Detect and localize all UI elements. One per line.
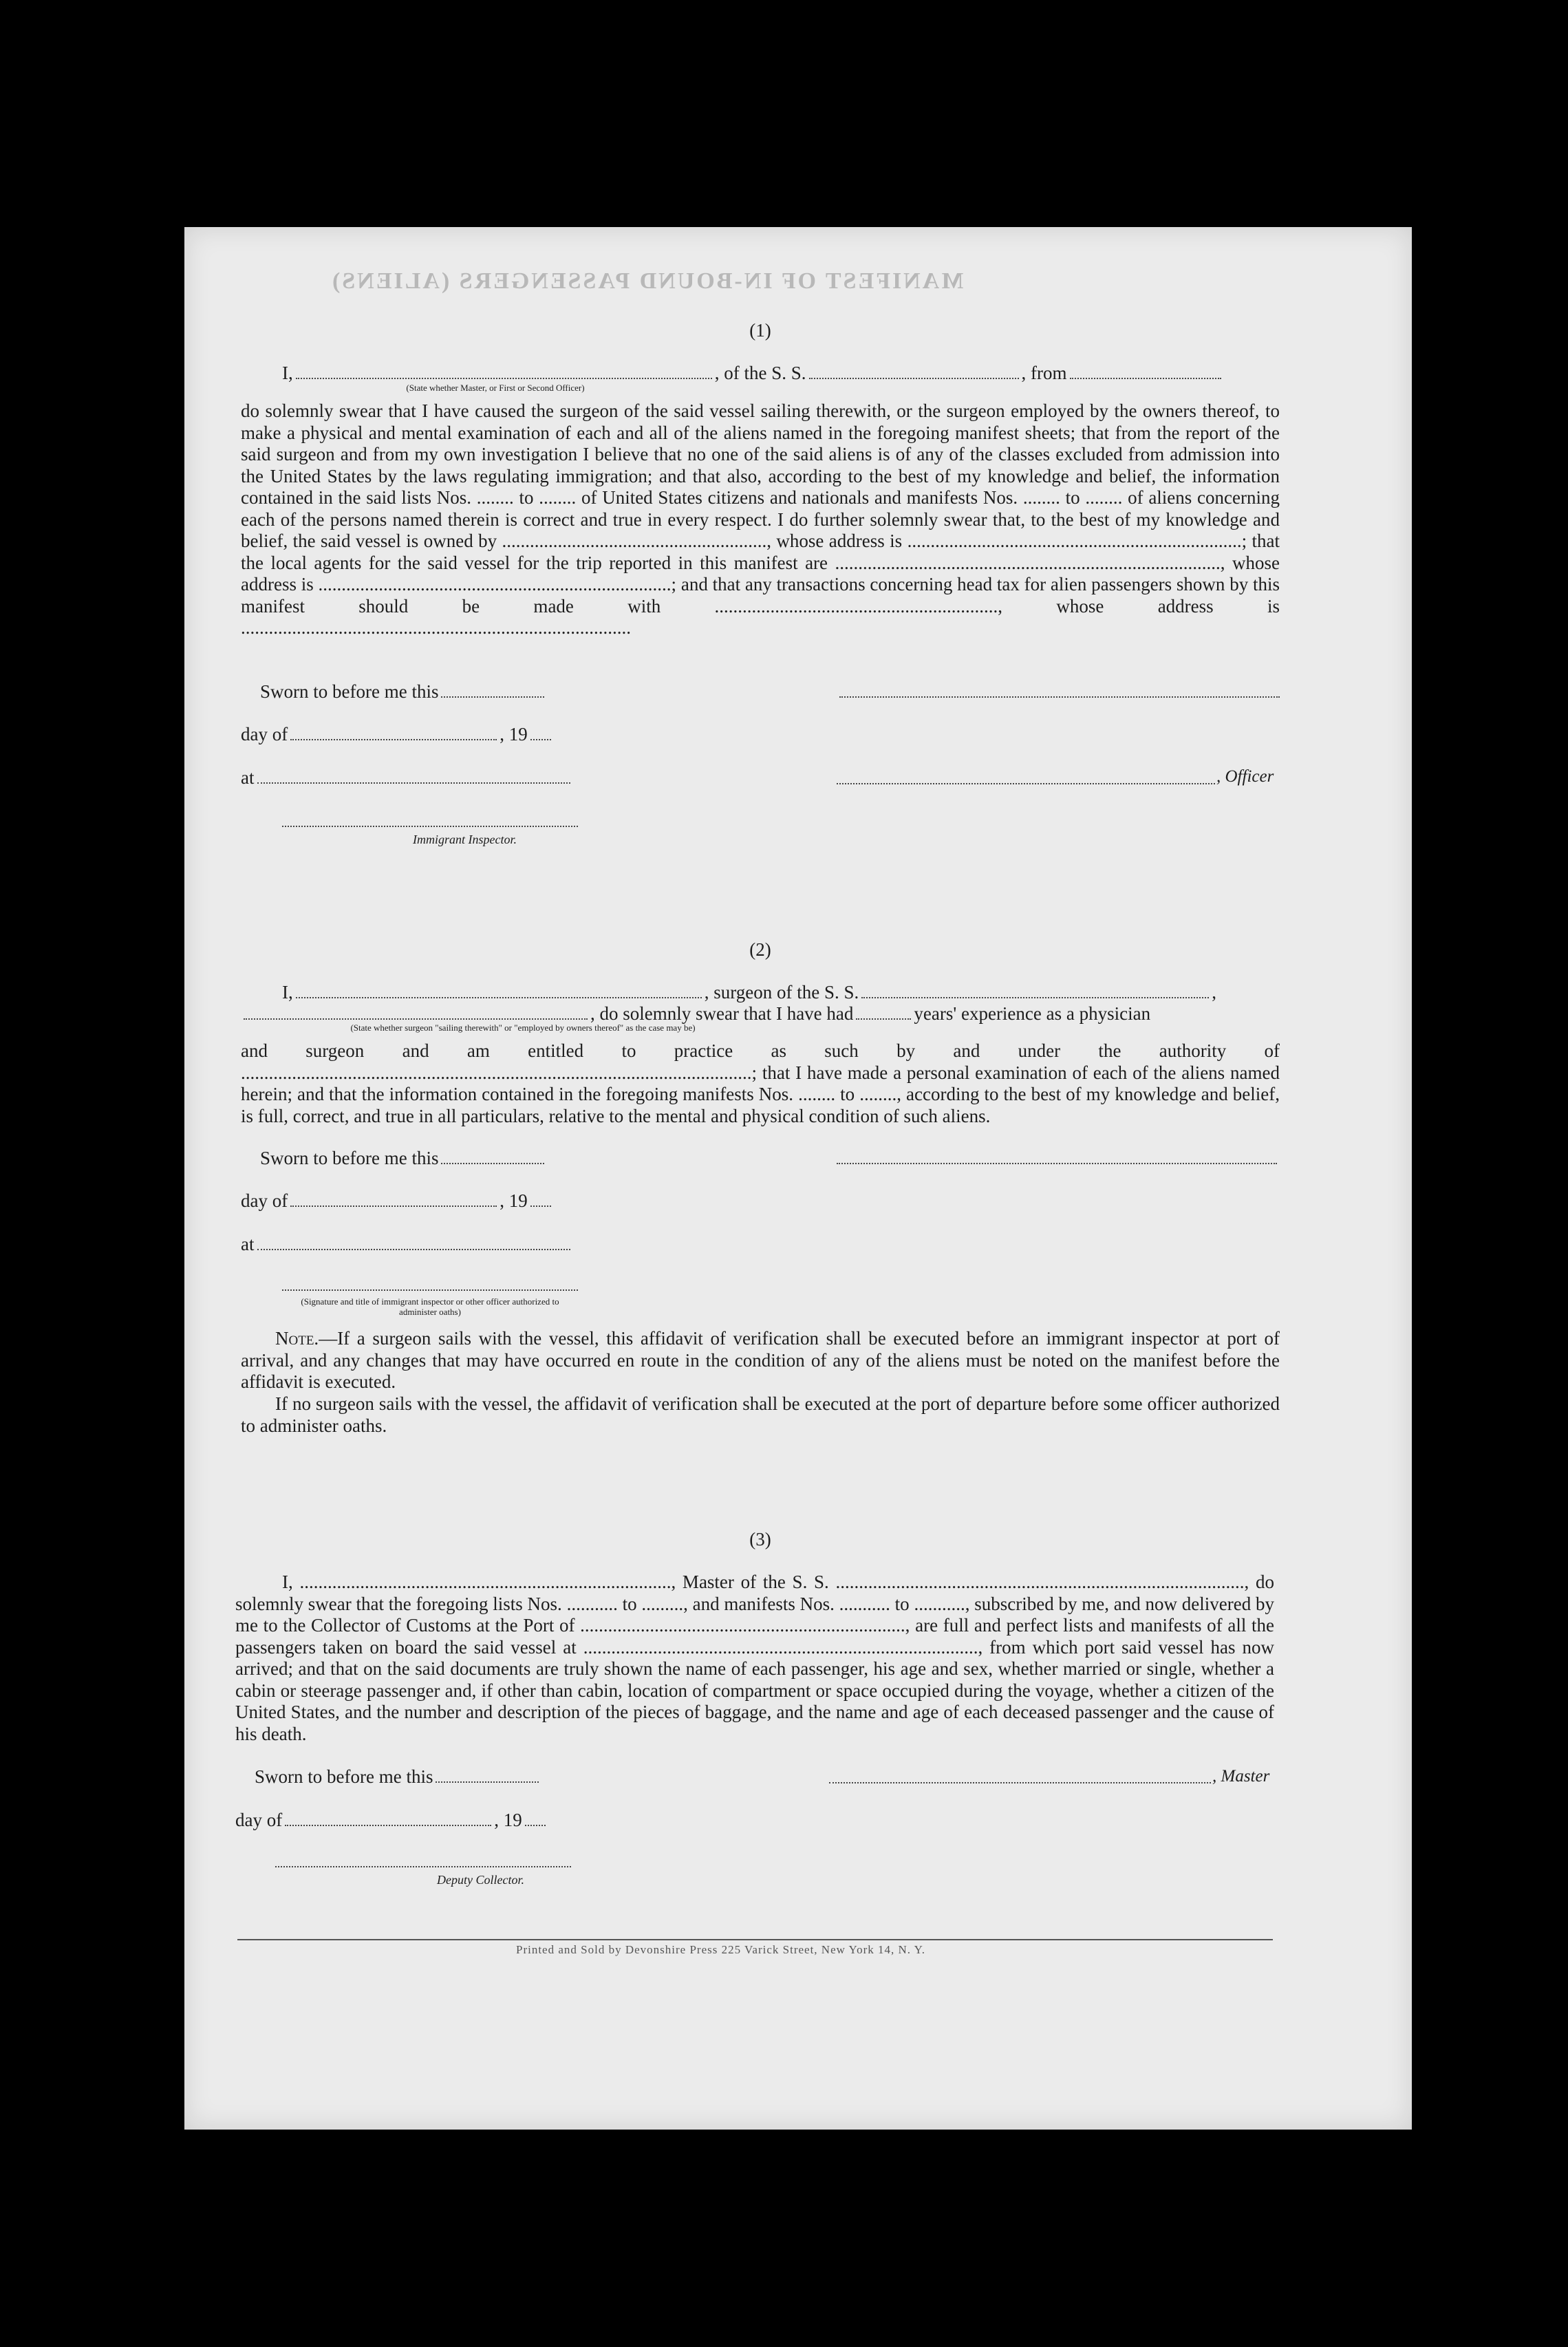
oath-body: do solemnly swear that I have caused the surgeon of the said vessel sailing therewith, or the surgeon employed by the owners thereof, to make a physical and mental examination of each and all of the aliens named in the foregoing manifest sheets; that from the report of the said surgeon and from my own investigation I believe that no one of the said aliens is of any of the classes excluded from admission into the United States by the laws regulating immigration; and that also, according to the best of my knowledge and belief, the information contained in the said lists Nos. ........ to ........ of United States citizens and nationals and manifests Nos. ........ to ........ of aliens concerning each of the persons named therein is correct and true in every respect. I do further solemnly swear that, to the best of my knowledge and belief, the said vessel is owned by ........................................................., whose address is ........................................................................; that the local agents for the said vessel for the trip reported in this manifest are ..................................................................................., whose address is ............................................................................; and that any transactions concerning head tax for alien passengers shown by this manifest should be made with ............................................................., whose address is .................................................................................... <box>241 400 1280 638</box>
signature-title-note: (Signature and title of immigrant inspector or other officer authorized to administer oaths) <box>301 1296 559 1317</box>
footer-rule <box>237 1939 1273 1940</box>
signature-line <box>837 1163 1277 1164</box>
i-label: I, <box>282 363 293 383</box>
sworn-label: Sworn to before me this <box>260 1148 439 1168</box>
day-line <box>241 1190 554 1212</box>
i-label: I, <box>282 982 293 1003</box>
year-label: , 19 <box>500 724 528 744</box>
day-of-label: day of <box>235 1810 283 1830</box>
oath-line-1 <box>282 363 1224 384</box>
surgeon-type-note: (State whether surgeon "sailing therewith" or "employed by owners thereof" as the case may be) <box>350 1022 696 1033</box>
inspector-line <box>282 826 578 827</box>
section-number: (2) <box>749 939 771 960</box>
collector-line <box>275 1866 571 1867</box>
day-line <box>235 1810 548 1831</box>
day-of-label: day of <box>241 1190 288 1211</box>
sworn-label: Sworn to before me this <box>260 681 439 702</box>
from-label: , from <box>1021 363 1067 383</box>
inspector-line <box>282 1289 578 1291</box>
oath-line-1: I, , surgeon of the S. S. , <box>282 982 1217 1003</box>
master-signature-line <box>829 1782 1211 1783</box>
bleed-through-header: MANIFEST OF IN-BOUND PASSENGERS (ALIENS) <box>330 268 964 294</box>
sworn-label: Sworn to before me this <box>255 1766 433 1787</box>
section-number: (1) <box>749 320 771 341</box>
officer-signature-line <box>837 783 1215 784</box>
at-label: at <box>241 1234 255 1254</box>
swear-label: , do solemnly swear that I have had <box>590 1003 854 1024</box>
day-line <box>241 724 554 745</box>
verification-note <box>241 1328 1280 1393</box>
year-label: , 19 <box>500 1190 528 1211</box>
sworn-line <box>260 681 547 703</box>
surgeon-of-label: , surgeon of the S. S. <box>704 982 859 1003</box>
year-label: , 19 <box>494 1810 522 1830</box>
inspector-label: Immigrant Inspector. <box>413 833 517 846</box>
note-label: Note. <box>275 1328 319 1349</box>
at-label: at <box>241 767 255 788</box>
signature-line <box>839 696 1280 698</box>
master-label: , Master <box>1212 1767 1270 1786</box>
oath-line-2 <box>241 1003 1150 1025</box>
printer-imprint: Printed and Sold by Devonshire Press 225 Varick Street, New York 14, N. Y. <box>516 1943 925 1956</box>
years-label: years' experience as a physician <box>914 1003 1151 1024</box>
oath-body: I, ................................................................................, Master of the S. S. ........................................................................................, do solemnly swear that the foregoing lists Nos. ........... to ........., and manifests Nos. ........... to ..........., subscribed by me, and now delivered by me to the Collector of Customs at the Port of ......................................................................, are full and perfect lists and manifests of all the passengers taken on board the said vessel at ....................................................................................., from which port said vessel has now arrived; and that on the said documents are truly shown the name of each passenger, his age and sex, whether married or single, whether a cabin or steerage passenger and, if other than cabin, location of compartment or space occupied during the voyage, whether a citizen of the United States, and the number and description of the pieces of baggage, and the name and age of each deceased passenger and the cause of his death. <box>235 1572 1274 1744</box>
rank-note: (State whether Master, or First or Second Officer) <box>406 383 585 393</box>
of-the-ss-label: , of the S. S. <box>714 363 806 383</box>
sworn-line <box>260 1148 547 1169</box>
section-number: (3) <box>749 1529 771 1550</box>
day-of-label: day of <box>241 724 288 744</box>
oath-body: and surgeon and am entitled to practice as such by and under the authority of ..............................................................................................................; that I have made a personal examination of each of the aliens named herein; and that the information contained in the foregoing manifests Nos. ........ to ........, according to the best of my knowledge and belief, is full, correct, and true in all particulars, relative to the mental and physical condition of such aliens. <box>241 1040 1280 1126</box>
at-line <box>241 1234 573 1255</box>
officer-label: , Officer <box>1216 767 1274 786</box>
at-line <box>241 767 573 789</box>
verification-note-2: If no surgeon sails with the vessel, the affidavit of verification shall be executed at the port of departure before some officer authorized to administer oaths. <box>241 1393 1280 1436</box>
sworn-line <box>255 1766 541 1788</box>
collector-label: Deputy Collector. <box>437 1873 524 1887</box>
note-text: —If a surgeon sails with the vessel, this affidavit of verification shall be executed before an immigrant inspector at port of arrival, and any changes that may have occurred en route in the condition of any of the aliens must be noted on the manifest before the affidavit is executed. <box>241 1328 1280 1392</box>
